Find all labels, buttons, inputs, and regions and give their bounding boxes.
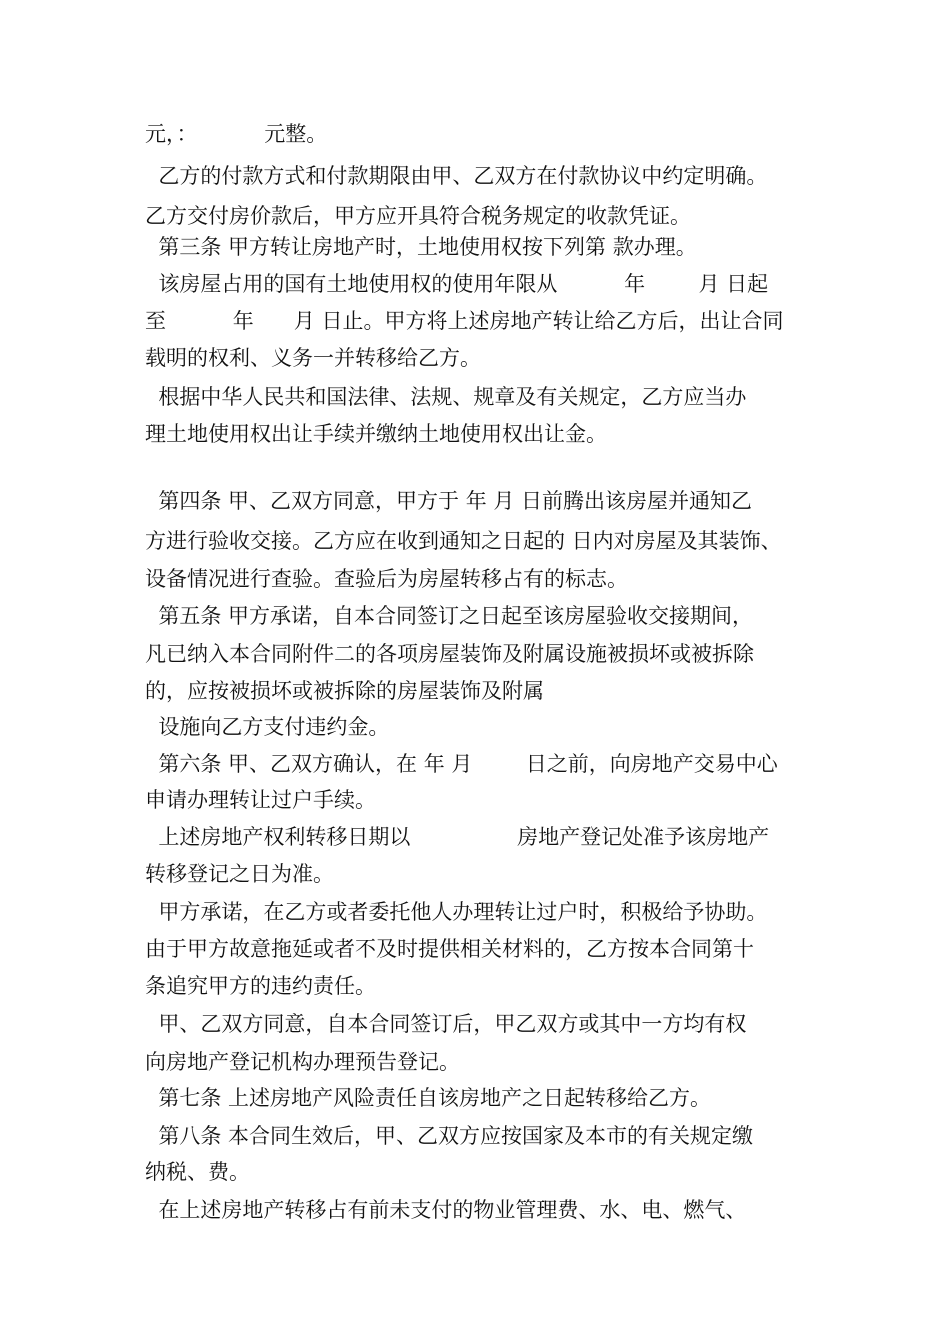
text-line: 向房地产登记机构办理预告登记。 xyxy=(145,1050,460,1074)
text-line: 该房屋占用的国有土地使用权的使用年限从 年 月 日起 xyxy=(145,272,769,296)
text-line: 元，： 元整。 xyxy=(145,122,328,146)
text-line: 乙方交付房价款后，甲方应开具符合税务规定的收款凭证。 xyxy=(145,204,691,228)
text-line: 第五条 甲方承诺，自本合同签订之日起至该房屋验收交接期间， xyxy=(145,604,754,628)
text-line: 第六条 甲、乙双方确认，在 年 月 日之前，向房地产交易中心 xyxy=(145,752,778,776)
text-line: 理土地使用权出让手续并缴纳土地使用权出让金。 xyxy=(145,422,607,446)
text-line: 转移登记之日为准。 xyxy=(145,862,334,886)
text-line: 第三条 甲方转让房地产时，土地使用权按下列第 款办理。 xyxy=(145,235,697,259)
text-line: 乙方的付款方式和付款期限由甲、乙双方在付款协议中约定明确。 xyxy=(145,164,768,188)
text-line: 条追究甲方的违约责任。 xyxy=(145,974,376,998)
text-line: 甲、乙双方同意，自本合同签订后，甲乙双方或其中一方均有权 xyxy=(145,1012,747,1036)
text-line: 第四条 甲、乙双方同意，甲方于 年 月 日前腾出该房屋并通知乙 xyxy=(145,489,753,513)
text-line: 在上述房地产转移占有前未支付的物业管理费、水、电、燃气、 xyxy=(145,1198,747,1222)
text-line: 上述房地产权利转移日期以 房地产登记处准予该房地产 xyxy=(145,825,770,849)
text-line: 由于甲方故意拖延或者不及时提供相关材料的，乙方按本合同第十 xyxy=(145,937,754,961)
text-line: 设施向乙方支付违约金。 xyxy=(145,715,390,739)
text-line: 申请办理转让过户手续。 xyxy=(145,788,376,812)
text-line: 第七条 上述房地产风险责任自该房地产之日起转移给乙方。 xyxy=(145,1086,712,1110)
text-line: 根据中华人民共和国法律、法规、规章及有关规定，乙方应当办 xyxy=(145,385,747,409)
text-line: 甲方承诺，在乙方或者委托他人办理转让过户时，积极给予协助。 xyxy=(145,900,768,924)
text-line: 纳税、费。 xyxy=(145,1160,250,1184)
text-line: 载明的权利、义务一并转移给乙方。 xyxy=(145,346,481,370)
text-line: 方进行验收交接。乙方应在收到通知之日起的 日内对房屋及其装饰、 xyxy=(145,529,782,553)
text-line: 第八条 本合同生效后，甲、乙双方应按国家及本市的有关规定缴 xyxy=(145,1124,754,1148)
text-line: 的，应按被损坏或被拆除的房屋装饰及附属 xyxy=(145,679,544,703)
text-line: 至 年 月 日止。甲方将上述房地产转让给乙方后，出让合同 xyxy=(145,309,784,333)
text-line: 设备情况进行查验。查验后为房屋转移占有的标志。 xyxy=(145,567,628,591)
text-line: 凡已纳入本合同附件二的各项房屋装饰及附属设施被损坏或被拆除 xyxy=(145,642,754,666)
